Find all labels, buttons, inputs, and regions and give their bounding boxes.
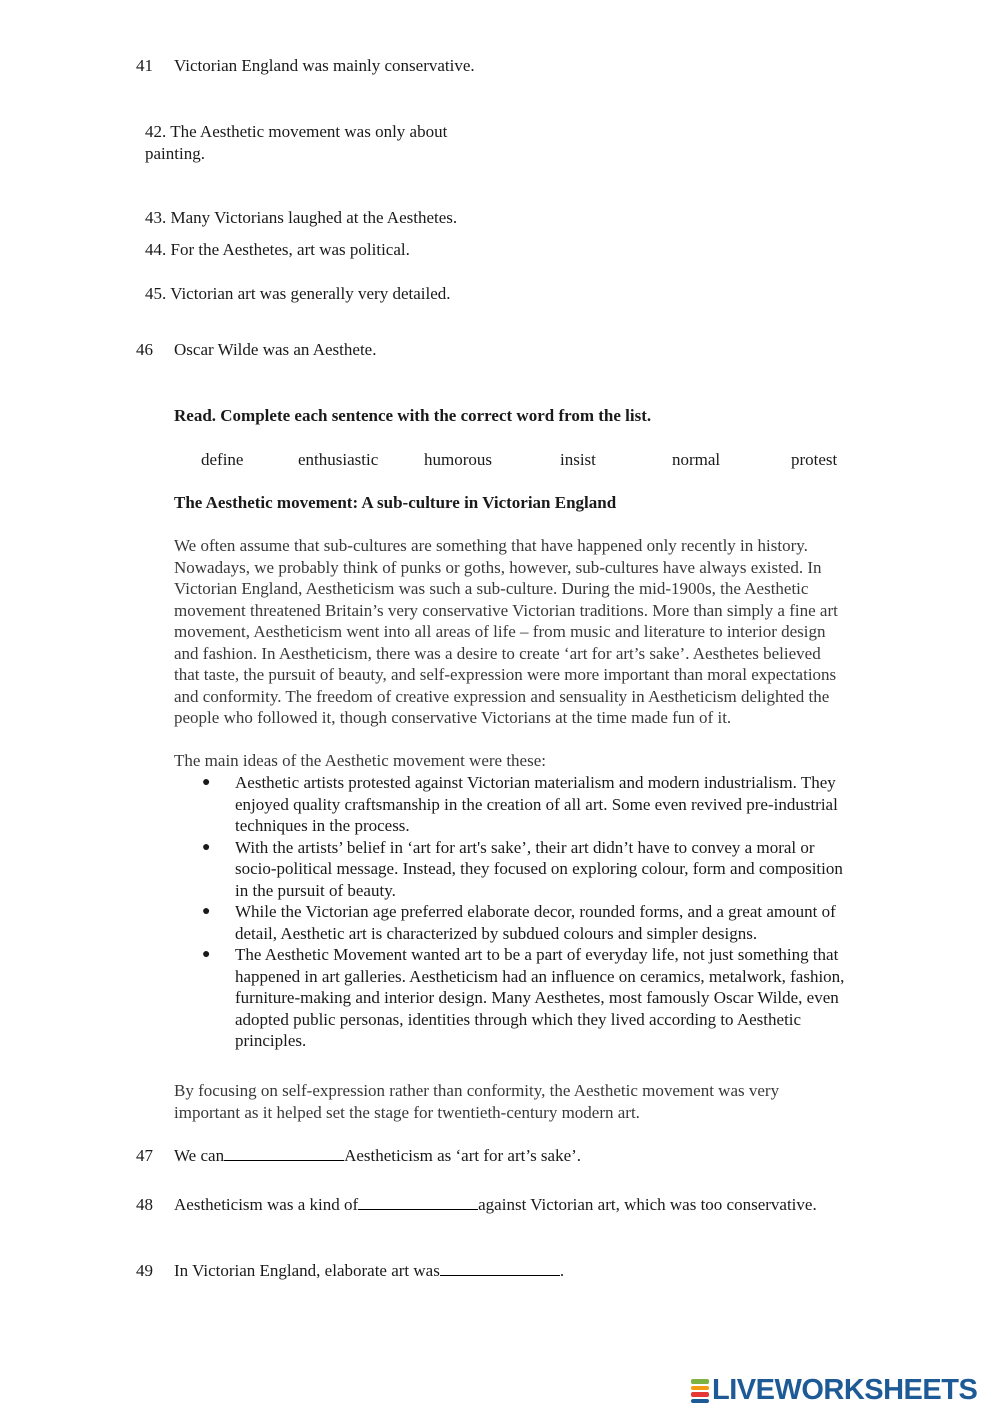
statement-42-line2: painting. bbox=[145, 144, 205, 163]
statement-44: 44. For the Aesthetes, art was political. bbox=[145, 240, 410, 259]
statement-46: Oscar Wilde was an Aesthete. bbox=[174, 340, 377, 359]
bullet-icon: ● bbox=[202, 775, 211, 790]
list-item: ● The Aesthetic Movement wanted art to be a part of everyday life, not just something that happened in art galleries. Aestheticism had an influence on ceramics, metalwork, fashion, furniture-making and interior design. Many Aesthetes, most famously Oscar Wilde, even adopted public personas, identities through which they lived according to Aesthetic principles. bbox=[202, 945, 845, 1050]
word-normal: normal bbox=[672, 450, 721, 469]
liveworksheets-logo-icon bbox=[691, 1378, 709, 1404]
question-number-47: 47 bbox=[136, 1146, 153, 1165]
question-number-46: 46 bbox=[136, 340, 153, 359]
question-number-49: 49 bbox=[136, 1261, 153, 1280]
bullet-icon: ● bbox=[202, 904, 211, 919]
paragraph-line: We often assume that sub-cultures are something that have happened only recently in history. bbox=[174, 536, 808, 555]
paragraph-line: and conformity. The freedom of creative expression and sensuality in Aestheticism delighted the bbox=[174, 686, 830, 706]
word-define: define bbox=[201, 450, 244, 469]
main-ideas-list bbox=[174, 772, 914, 1052]
question-47: We can Aestheticism as ‘art for art’s sake’. bbox=[174, 1146, 582, 1165]
list-item: ● With the artists’ belief in ‘art for art's sake’, their art didn’t have to convey a moral or socio-political message. Instead, they focused on exploring colour, form and composition in the pursuit of beauty. bbox=[202, 837, 843, 900]
statement-43: 43. Many Victorians laughed at the Aesthetes. bbox=[145, 208, 458, 227]
word-protest: protest bbox=[791, 450, 838, 469]
paragraph-line: movement, Aestheticism went into all areas of life – from music and literature to interior design bbox=[174, 622, 826, 641]
paragraph-line: that taste, the pursuit of beauty, and self-expression were more important than moral expectations bbox=[174, 665, 837, 684]
question-48: Aestheticism was a kind of against Victorian art, which was too conservative. bbox=[174, 1195, 817, 1214]
paragraph-line: Victorian England, Aestheticism was such a sub-culture. During the mid-1900s, the Aesthetic bbox=[174, 579, 809, 598]
liveworksheets-logo bbox=[691, 1376, 977, 1406]
bullet-icon: ● bbox=[202, 839, 211, 855]
question-49: In Victorian England, elaborate art was . bbox=[174, 1261, 565, 1280]
word-insist: insist bbox=[560, 450, 596, 469]
reading-paragraph-1 bbox=[174, 535, 904, 729]
answer-blank-47[interactable] bbox=[224, 1145, 344, 1161]
list-intro: The main ideas of the Aesthetic movement were these: bbox=[174, 751, 546, 770]
reading-conclusion: By focusing on self-expression rather than conformity, the Aesthetic movement was very important as it helped set the stage for twentieth-century modern art. bbox=[174, 1081, 780, 1122]
paragraph-line: movement threatened Britain’s very conservative Victorian traditions. More than simply a fine art bbox=[174, 600, 838, 620]
paragraph-line: Nowadays, we probably think of punks or goths, however, sub-cultures have always existed. In bbox=[174, 557, 822, 577]
list-item: ● While the Victorian age preferred elaborate decor, rounded forms, and a great amount of detail, Aesthetic art is characterized by subdued colours and simpler designs. bbox=[202, 902, 836, 943]
question-number-41: 41 bbox=[136, 56, 153, 75]
reading-title: The Aesthetic movement: A sub-culture in Victorian England bbox=[174, 493, 617, 512]
answer-blank-49[interactable] bbox=[440, 1260, 560, 1276]
instruction: Read. Complete each sentence with the correct word from the list. bbox=[174, 406, 652, 425]
word-humorous: humorous bbox=[424, 450, 492, 469]
list-item: ● Aesthetic artists protested against Victorian materialism and modern industrialism. They enjoyed quality craftsmanship in the creation of all art. Some even revived pre-industrial techniques in the process. bbox=[202, 773, 838, 835]
statement-41: Victorian England was mainly conservative. bbox=[174, 56, 475, 75]
paragraph-line: people who followed it, though conservative Victorians at the time made fun of it. bbox=[174, 708, 732, 727]
word-enthusiastic: enthusiastic bbox=[298, 450, 379, 469]
question-number-48: 48 bbox=[136, 1195, 153, 1214]
bullet-icon: ● bbox=[202, 947, 211, 962]
statement-45: 45. Victorian art was generally very detailed. bbox=[145, 284, 451, 303]
logo-text: LIVEWORKSHEETS bbox=[712, 1374, 978, 1407]
answer-blank-48[interactable] bbox=[358, 1194, 478, 1210]
statement-42-line1: 42. The Aesthetic movement was only about bbox=[145, 122, 448, 141]
paragraph-line: and fashion. In Aestheticism, there was a desire to create ‘art for art’s sake’. Aesthetes believed bbox=[174, 643, 821, 663]
